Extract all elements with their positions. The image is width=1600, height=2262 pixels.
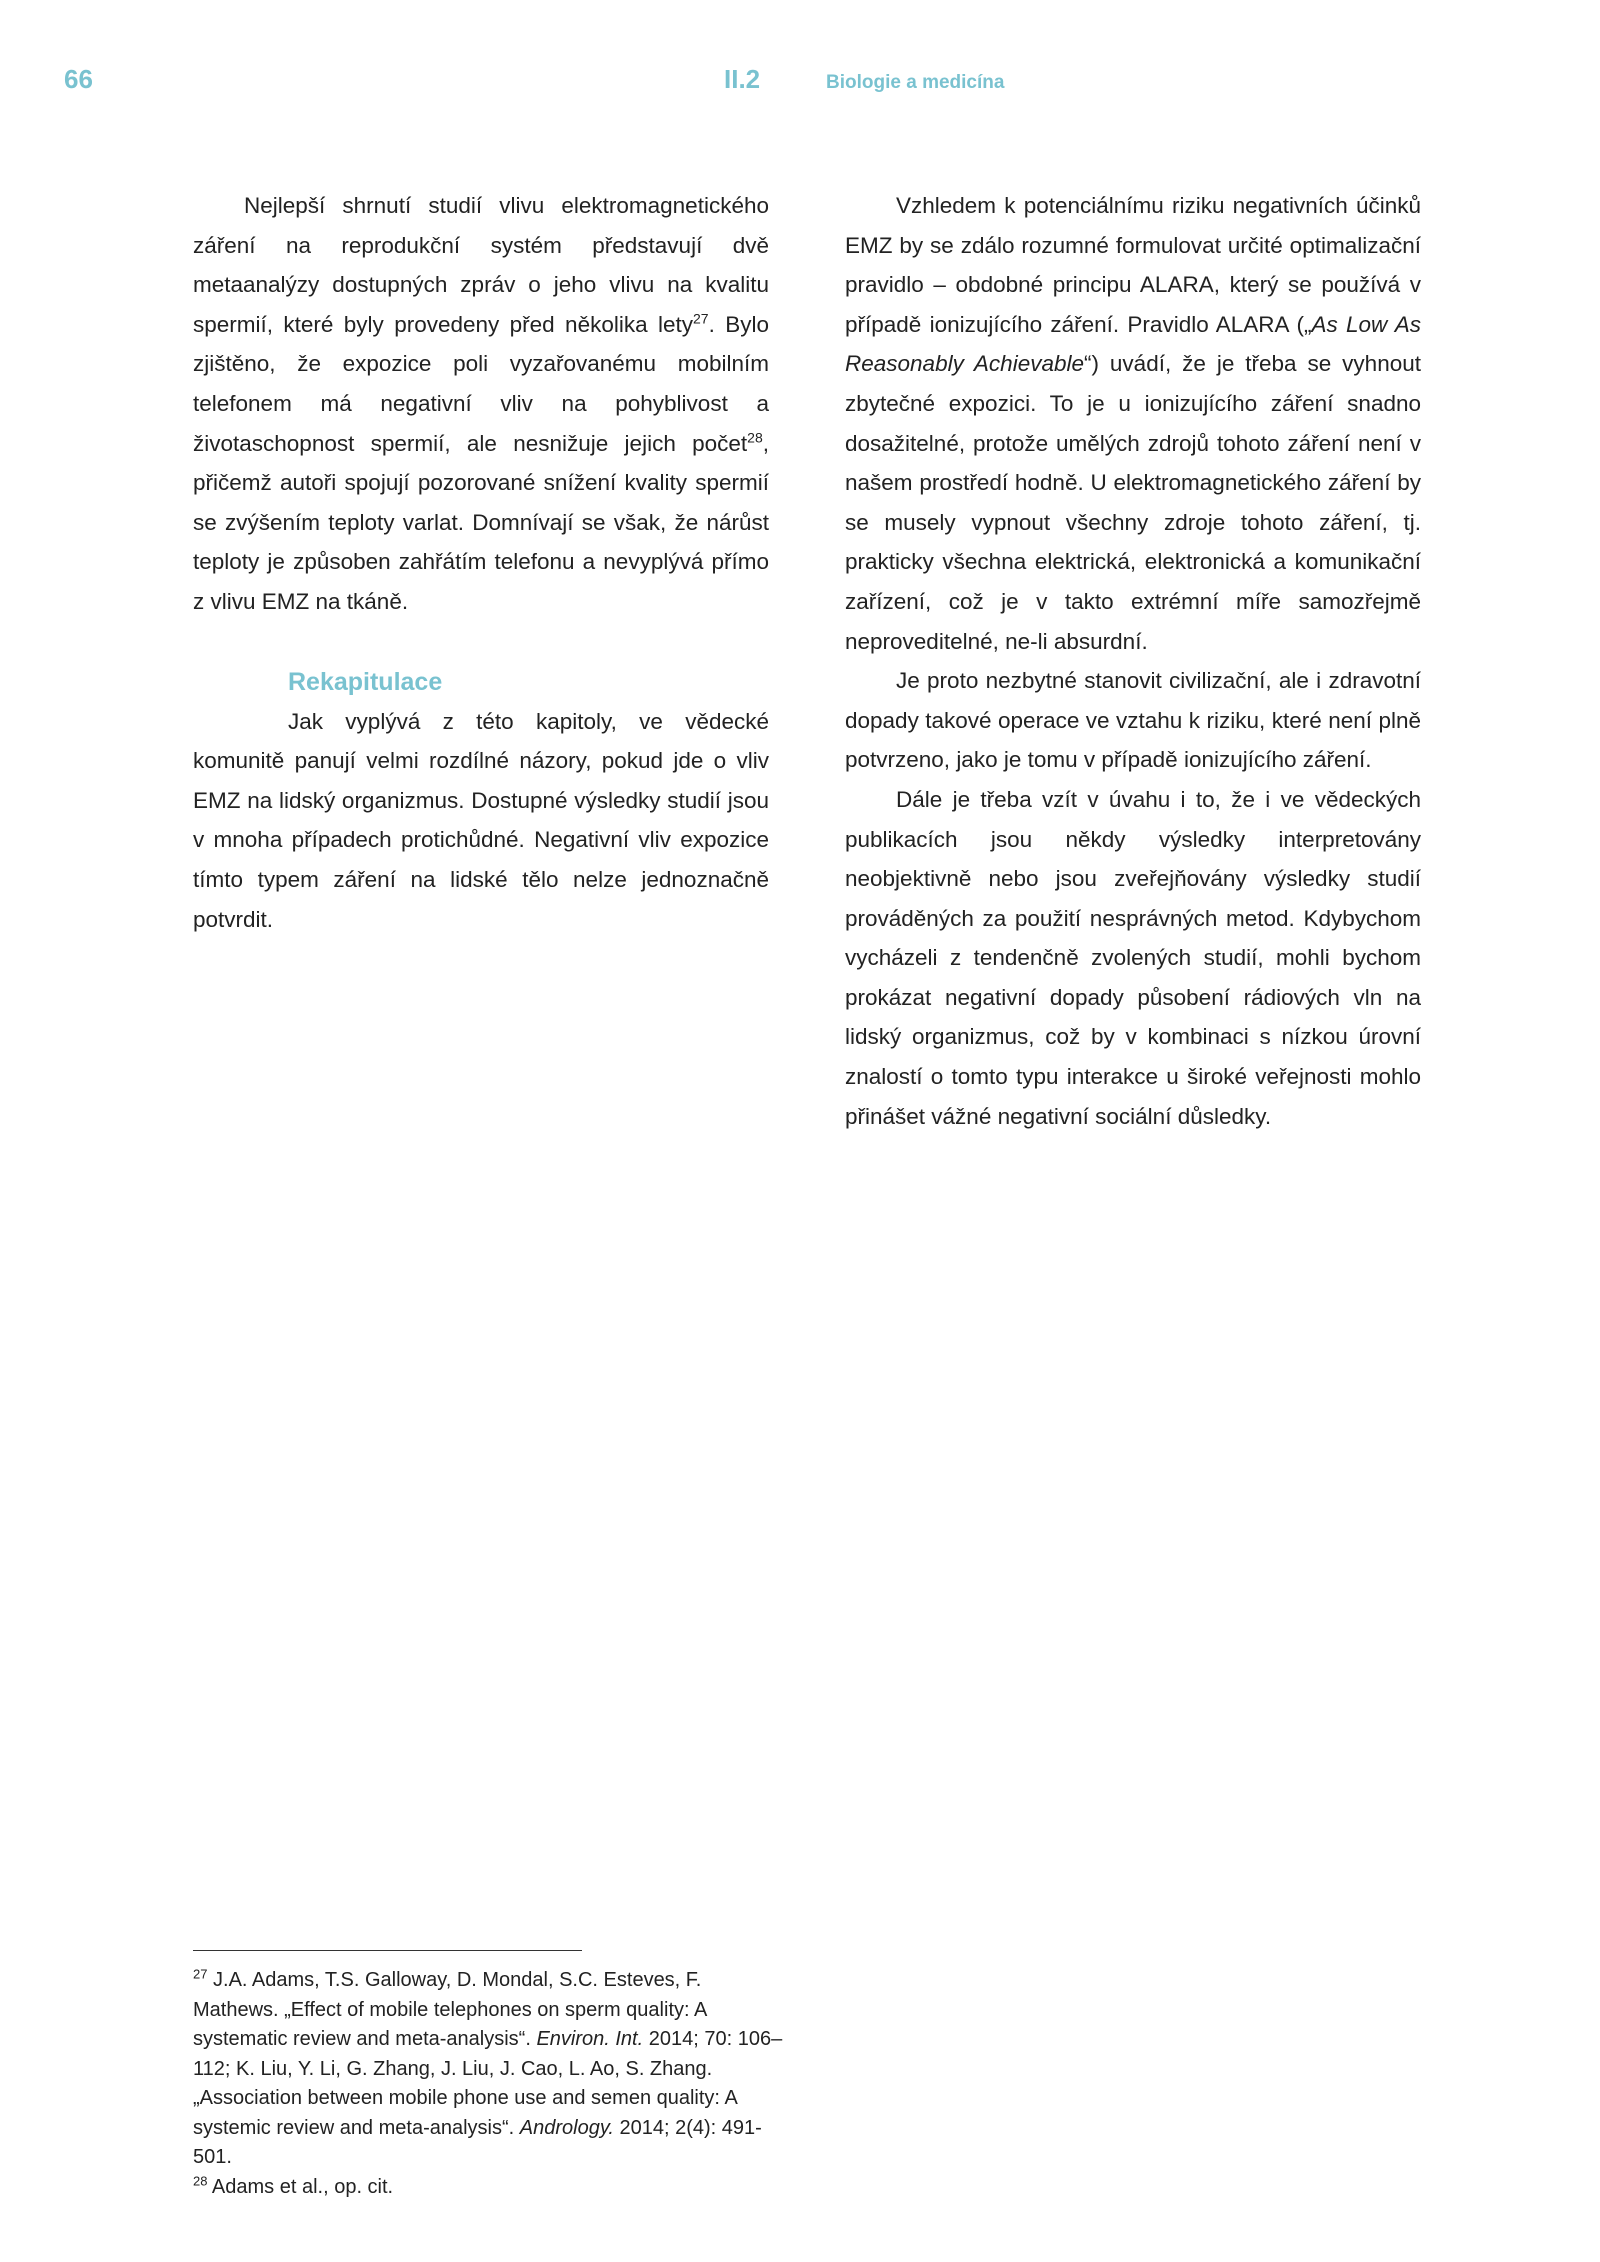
footnote-text: J.A. Adams, T.S. Galloway, D. Mondal, S.C. Esteves, F. Mathews. „Effect of mobile telephones on sperm quality: A systematic review and meta-analysis“. — [193, 1969, 707, 2050]
footnote-text: 2014; 70: 106–112; K. Liu, Y. Li, G. Zhang, J. Liu, J. Cao, L. Ao, S. Zhang. „Association between mobile phone use and semen quality: A systemic review and meta-analysis“. — [193, 2028, 783, 2139]
footnote-27 — [193, 1966, 785, 2173]
footnote-text: Adams et al., op. cit. — [207, 2175, 394, 2198]
footnote-divider — [193, 1950, 582, 1951]
footnotes — [193, 1966, 785, 2202]
section-number: II.2 — [724, 64, 761, 94]
section-heading: Rekapitulace — [288, 667, 443, 696]
paragraph-text: , přičemž autoři spojují pozorované snížení kvality spermií se zvýšením teploty varlat. Domnívají se však, že nárůst teploty je způsoben zahřátím telefonu a nevyplývá přímo z vlivu EMZ na tkáně. — [193, 430, 769, 614]
footnote-ref-28: 28 — [747, 429, 763, 446]
right-column — [845, 186, 1421, 1136]
paragraph-text: “) uvádí, že je třeba se vyhnout zbytečné expozici. To je u ionizujícího záření snadno dosažitelné, protože umělých zdrojů tohoto záření není v našem prostředí hodně. U elektromagnetického záření by se musely vypnout všechny zdroje tohoto záření, tj. prakticky všechna elektrická, elektronická a komunikační zařízení, což je v takto extrémní míře samozřejmě neproveditelné, ne-li absurdní. — [845, 351, 1421, 654]
paragraph — [845, 186, 1421, 661]
journal-name: Andrology. — [519, 2116, 614, 2139]
left-column — [193, 186, 769, 939]
paragraph: Dále je třeba vzít v úvahu i to, že i ve vědeckých publikacích jsou někdy výsledky interpretovány neobjektivně nebo jsou zveřejňovány výsledky studií prováděných za použití nesprávných metod. Kdybychom vycházeli z tendenčně zvolených studií, mohli bychom prokázat negativní dopady působení rádiových vln na lidský organizmus, což by v kombinaci s nízkou úrovní znalostí o tomto typu interakce u široké veřejnosti mohlo přinášet vážné negativní sociální důsledky. — [845, 786, 1421, 1129]
section-title: Biologie a medicína — [826, 72, 1005, 93]
paragraph — [193, 186, 769, 622]
page-number: 66 — [64, 64, 93, 94]
paragraph: Je proto nezbytné stanovit civilizační, ale i zdravotní dopady takové operace ve vztahu k riziku, které není plně potvrzeno, jako je tomu v případě ionizujícího záření. — [845, 668, 1421, 773]
paragraph-text: Vzhledem k potenciálnímu riziku negativních účinků EMZ by se zdálo rozumné formulovat určité optimalizační pravidlo – obdobné principu ALARA, který se používá v případě ionizujícího záření. Pravidlo ALARA („ — [845, 193, 1421, 337]
page-header — [0, 64, 1600, 104]
footnote-28 — [193, 2173, 785, 2203]
footnote-number: 27 — [193, 1966, 208, 1982]
italic-term: As Low As Reasonably Achievable — [845, 311, 1421, 377]
paragraph-text: Nejlepší shrnutí studií vlivu elektromagnetického záření na reprodukční systém představují dvě metaanalýzy dostupných zpráv o jeho vlivu na kvalitu spermií, které byly provedeny před několika lety — [193, 193, 769, 337]
paragraph: Jak vyplývá z této kapitoly, ve vědecké komunitě panují velmi rozdílné názory, pokud jde o vliv EMZ na lidský organizmus. Dostupné výsledky studií jsou v mnoha případech protichůdné. Negativní vliv expozice tímto typem záření na lidské tělo nelze jednoznačně potvrdit. — [193, 708, 769, 932]
journal-name: Environ. Int. — [536, 2028, 644, 2050]
footnote-ref-27: 27 — [693, 310, 709, 327]
paragraph-text: . Bylo zjištěno, že expozice poli vyzařovanému mobilním telefonem má negativní vliv na pohyblivost a životaschopnost spermií, ale nesnižuje jejich počet — [193, 311, 769, 456]
footnote-number: 28 — [193, 2172, 208, 2188]
footnote-text: 2014; 2(4): 491-501. — [193, 2116, 762, 2168]
